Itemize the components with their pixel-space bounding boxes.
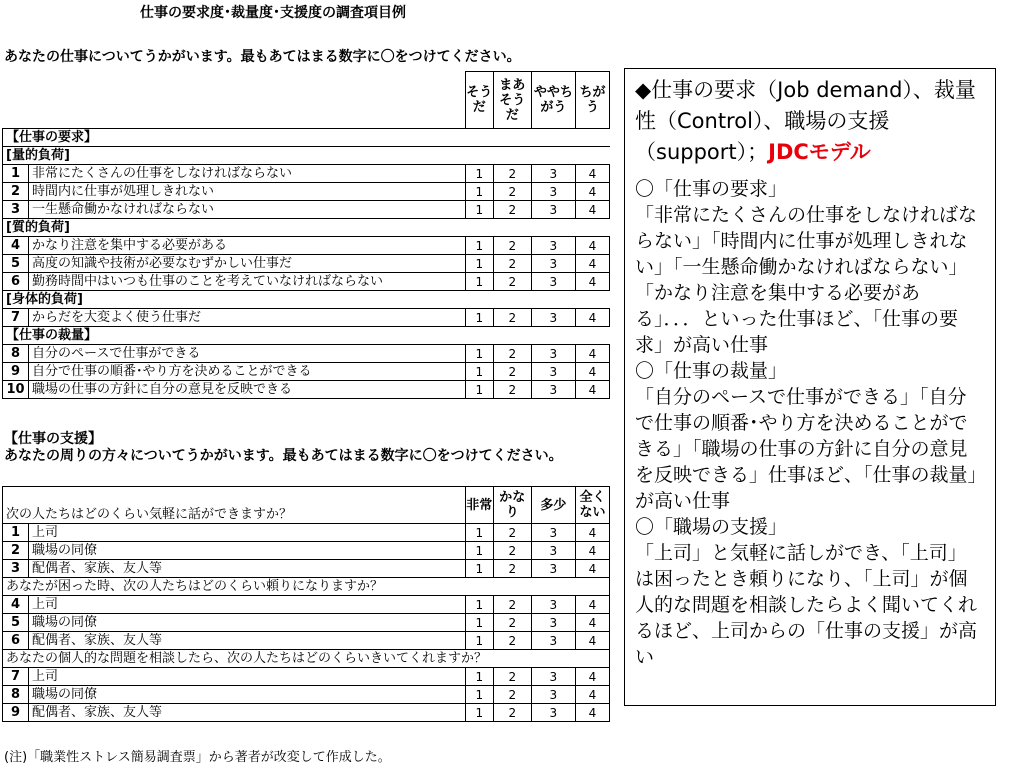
table-row [3, 632, 610, 650]
item-text: 自分で仕事の順番･やり方を決めることができる [29, 363, 466, 381]
score-option-3[interactable]: 3 [531, 614, 575, 632]
score-option-1[interactable]: 1 [465, 542, 493, 560]
score-option-2[interactable]: 2 [493, 668, 531, 686]
question-rely: あなたが困った時、次の人たちはどのくらい頼りになりますか？ [3, 578, 610, 596]
score-option-2[interactable]: 2 [493, 273, 531, 291]
footnote: (注)「職業性ストレス簡易調査票」から著者が改変して作成した。 [4, 750, 391, 765]
demand-body: 「非常にたくさんの仕事をしなければならない」「時間内に仕事が処理しきれない」「一生懸命働かなければならない」「かなり注意を集中する必要がある」．．．といった仕事ほど、「仕事の要求」が高い仕事 [635, 204, 978, 356]
table-row [3, 273, 610, 291]
item-text: 高度の知識や技術が必要なむずかしい仕事だ [29, 255, 466, 273]
score-option-1[interactable]: 1 [465, 596, 493, 614]
score-option-3[interactable]: 3 [531, 596, 575, 614]
score-option-4[interactable]: 4 [575, 255, 609, 273]
item-text: 職場の同僚 [29, 686, 466, 704]
score-option-4[interactable]: 4 [575, 363, 609, 381]
score-option-4[interactable]: 4 [575, 686, 609, 704]
row-filler [465, 129, 609, 147]
score-option-2[interactable]: 2 [493, 309, 531, 327]
item-text: 配偶者、家族、友人等 [29, 632, 466, 650]
table-row [3, 668, 610, 686]
score-option-2[interactable]: 2 [493, 381, 531, 399]
item-number: 5 [3, 255, 29, 273]
item-text: 職場の同僚 [29, 614, 466, 632]
score-option-1[interactable]: 1 [465, 668, 493, 686]
scale-header-row [3, 72, 610, 129]
score-option-2[interactable]: 2 [493, 255, 531, 273]
table-row [3, 381, 610, 399]
table-row [3, 614, 610, 632]
table-row [3, 686, 610, 704]
item-number: 7 [3, 309, 29, 327]
score-option-2[interactable]: 2 [493, 165, 531, 183]
score-option-4[interactable]: 4 [575, 632, 609, 650]
score-option-4[interactable]: 4 [575, 237, 609, 255]
scale-header-row [3, 487, 610, 524]
score-option-4[interactable]: 4 [575, 560, 609, 578]
item-text: 上司 [29, 668, 466, 686]
score-option-3[interactable]: 3 [531, 668, 575, 686]
score-option-2[interactable]: 2 [493, 614, 531, 632]
score-option-1[interactable]: 1 [465, 237, 493, 255]
score-option-4[interactable]: 4 [575, 273, 609, 291]
score-option-4[interactable]: 4 [575, 614, 609, 632]
table-row [3, 524, 610, 542]
score-option-4[interactable]: 4 [575, 309, 609, 327]
score-option-3[interactable]: 3 [531, 560, 575, 578]
question-listen: あなたの個人的な問題を相談したら、次の人たちはどのくらいきいてくれますか？ [3, 650, 610, 668]
score-option-1[interactable]: 1 [465, 704, 493, 722]
page-title: 仕事の要求度･裁量度･支援度の調査項目例 [140, 5, 406, 21]
score-option-3[interactable]: 3 [531, 255, 575, 273]
support-section-title: 【仕事の支援】 [4, 431, 102, 447]
scale-option-4: ちがう [575, 72, 609, 129]
item-number: 4 [3, 596, 29, 614]
item-text: 一生懸命働かなければならない [29, 201, 466, 219]
item-text: からだを大変よく使う仕事だ [29, 309, 466, 327]
score-option-4[interactable]: 4 [575, 183, 609, 201]
table-row [3, 560, 610, 578]
score-option-1[interactable]: 1 [465, 345, 493, 363]
item-text: 配偶者、家族、友人等 [29, 704, 466, 722]
score-option-1[interactable]: 1 [465, 309, 493, 327]
row-filler [465, 147, 609, 165]
table-row [3, 542, 610, 560]
score-option-3[interactable]: 3 [531, 273, 575, 291]
item-text: 職場の仕事の方針に自分の意見を反映できる [29, 381, 466, 399]
scale-option-2: まあそうだ [493, 72, 531, 129]
item-number: 8 [3, 345, 29, 363]
support-table [2, 486, 610, 722]
table-row [3, 596, 610, 614]
score-option-1[interactable]: 1 [465, 632, 493, 650]
item-text: 職場の同僚 [29, 542, 466, 560]
score-option-2[interactable]: 2 [493, 363, 531, 381]
score-option-2[interactable]: 2 [493, 524, 531, 542]
table-row [3, 165, 610, 183]
support-heading [4, 431, 604, 465]
scale-option-4: 全くない [575, 487, 609, 524]
blank-cell [3, 72, 466, 129]
score-option-2[interactable]: 2 [493, 183, 531, 201]
item-text: 勤務時間中はいつも仕事のことを考えていなければならない [29, 273, 466, 291]
item-text: 時間内に仕事が処理しきれない [29, 183, 466, 201]
score-option-3[interactable]: 3 [531, 165, 575, 183]
item-number: 6 [3, 632, 29, 650]
sub-physical-row [3, 291, 610, 309]
row-filler [465, 327, 609, 345]
score-option-2[interactable]: 2 [493, 596, 531, 614]
sub-physical: [身体的負荷] [3, 291, 466, 309]
score-option-2[interactable]: 2 [493, 632, 531, 650]
item-number: 2 [3, 542, 29, 560]
score-option-3[interactable]: 3 [531, 183, 575, 201]
score-option-2[interactable]: 2 [493, 201, 531, 219]
score-option-4[interactable]: 4 [575, 668, 609, 686]
table-row [3, 255, 610, 273]
score-option-3[interactable]: 3 [531, 542, 575, 560]
score-option-1[interactable]: 1 [465, 201, 493, 219]
box-heading-text: ◆仕事の要求（Job demand）、裁量性（Control）、職場の支援（support）； [635, 78, 976, 164]
item-number: 3 [3, 560, 29, 578]
item-number: 5 [3, 614, 29, 632]
item-text: 上司 [29, 596, 466, 614]
question-text: 次の人たちはどのくらい気軽に話ができますか？ [3, 487, 466, 524]
question-rely-row [3, 578, 610, 596]
score-option-1[interactable]: 1 [465, 381, 493, 399]
score-option-2[interactable]: 2 [493, 345, 531, 363]
scale-option-2: かなり [493, 487, 531, 524]
sub-quantity-row [3, 147, 610, 165]
item-text: かなり注意を集中する必要がある [29, 237, 466, 255]
score-option-3[interactable]: 3 [531, 363, 575, 381]
item-number: 4 [3, 237, 29, 255]
score-option-3[interactable]: 3 [531, 309, 575, 327]
score-option-2[interactable]: 2 [493, 686, 531, 704]
section-control: 【仕事の裁量】 [3, 327, 466, 345]
sub-quantity: [量的負荷] [3, 147, 466, 165]
scale-option-3: ややちがう [531, 72, 575, 129]
score-option-1[interactable]: 1 [465, 183, 493, 201]
box-heading [635, 75, 985, 168]
item-number: 10 [3, 381, 29, 399]
control-title: 〇「仕事の裁量」 [635, 360, 788, 382]
demand-control-table [2, 71, 610, 399]
item-number: 7 [3, 668, 29, 686]
jdc-model-box [624, 68, 996, 706]
score-option-1[interactable]: 1 [465, 273, 493, 291]
score-option-1[interactable]: 1 [465, 255, 493, 273]
support-body-text: 「上司」と気軽に話しができ、「上司」は困ったとき頼りになり、「上司」が個人的な問題を相談したらよく聞いてくれるほど、上司からの「仕事の支援」が高い [635, 542, 978, 668]
score-option-1[interactable]: 1 [465, 614, 493, 632]
score-option-3[interactable]: 3 [531, 345, 575, 363]
score-option-1[interactable]: 1 [465, 165, 493, 183]
score-option-4[interactable]: 4 [575, 704, 609, 722]
table-row [3, 363, 610, 381]
item-text: 自分のペースで仕事ができる [29, 345, 466, 363]
item-number: 3 [3, 201, 29, 219]
score-option-3[interactable]: 3 [531, 632, 575, 650]
score-option-4[interactable]: 4 [575, 201, 609, 219]
score-option-1[interactable]: 1 [465, 524, 493, 542]
score-option-4[interactable]: 4 [575, 381, 609, 399]
item-number: 1 [3, 165, 29, 183]
score-option-3[interactable]: 3 [531, 704, 575, 722]
score-option-1[interactable]: 1 [465, 363, 493, 381]
question-listen-row [3, 650, 610, 668]
control-body: 「自分のペースで仕事ができる」「自分で仕事の順番･やり方を決めることができる」「職場の仕事の方針に自分の意見を反映できる」仕事ほど、「仕事の裁量」が高い仕事 [635, 386, 978, 512]
item-text: 配偶者、家族、友人等 [29, 560, 466, 578]
score-option-2[interactable]: 2 [493, 704, 531, 722]
row-filler [465, 219, 609, 237]
score-option-3[interactable]: 3 [531, 381, 575, 399]
item-number: 8 [3, 686, 29, 704]
item-text: 上司 [29, 524, 466, 542]
scale-option-1: そうだ [465, 72, 493, 129]
score-option-2[interactable]: 2 [493, 237, 531, 255]
score-option-3[interactable]: 3 [531, 237, 575, 255]
scale-option-3: 多少 [531, 487, 575, 524]
jdc-model-label: JDCモデル [768, 140, 871, 164]
score-option-4[interactable]: 4 [575, 524, 609, 542]
score-option-3[interactable]: 3 [531, 686, 575, 704]
score-option-2[interactable]: 2 [493, 560, 531, 578]
score-option-1[interactable]: 1 [465, 560, 493, 578]
item-number: 9 [3, 363, 29, 381]
score-option-1[interactable]: 1 [465, 686, 493, 704]
score-option-4[interactable]: 4 [575, 165, 609, 183]
item-number: 1 [3, 524, 29, 542]
support-intro: あなたの周りの方々についてうかがいます。最もあてはまる数字に〇をつけてください。 [4, 448, 563, 464]
score-option-3[interactable]: 3 [531, 201, 575, 219]
table-row [3, 309, 610, 327]
sub-quality-row [3, 219, 610, 237]
score-option-4[interactable]: 4 [575, 542, 609, 560]
item-text: 非常にたくさんの仕事をしなければならない [29, 165, 466, 183]
item-number: 9 [3, 704, 29, 722]
demand-title: 〇「仕事の要求」 [635, 178, 788, 200]
table-row [3, 345, 610, 363]
section-demand-row [3, 129, 610, 147]
score-option-4[interactable]: 4 [575, 345, 609, 363]
row-filler [465, 291, 609, 309]
item-number: 2 [3, 183, 29, 201]
demand-control-body [3, 72, 610, 399]
section-control-row [3, 327, 610, 345]
score-option-2[interactable]: 2 [493, 542, 531, 560]
table-row [3, 201, 610, 219]
section-demand: 【仕事の要求】 [3, 129, 466, 147]
intro-text: あなたの仕事についてうかがいます。最もあてはまる数字に〇をつけてください。 [4, 49, 521, 65]
table-row [3, 704, 610, 722]
support-body [3, 487, 610, 722]
table-row [3, 237, 610, 255]
score-option-4[interactable]: 4 [575, 596, 609, 614]
table-row [3, 183, 610, 201]
support-title: 〇「職場の支援」 [635, 516, 788, 538]
score-option-3[interactable]: 3 [531, 524, 575, 542]
scale-option-1: 非常 [465, 487, 493, 524]
sub-quality: [質的負荷] [3, 219, 466, 237]
item-number: 6 [3, 273, 29, 291]
